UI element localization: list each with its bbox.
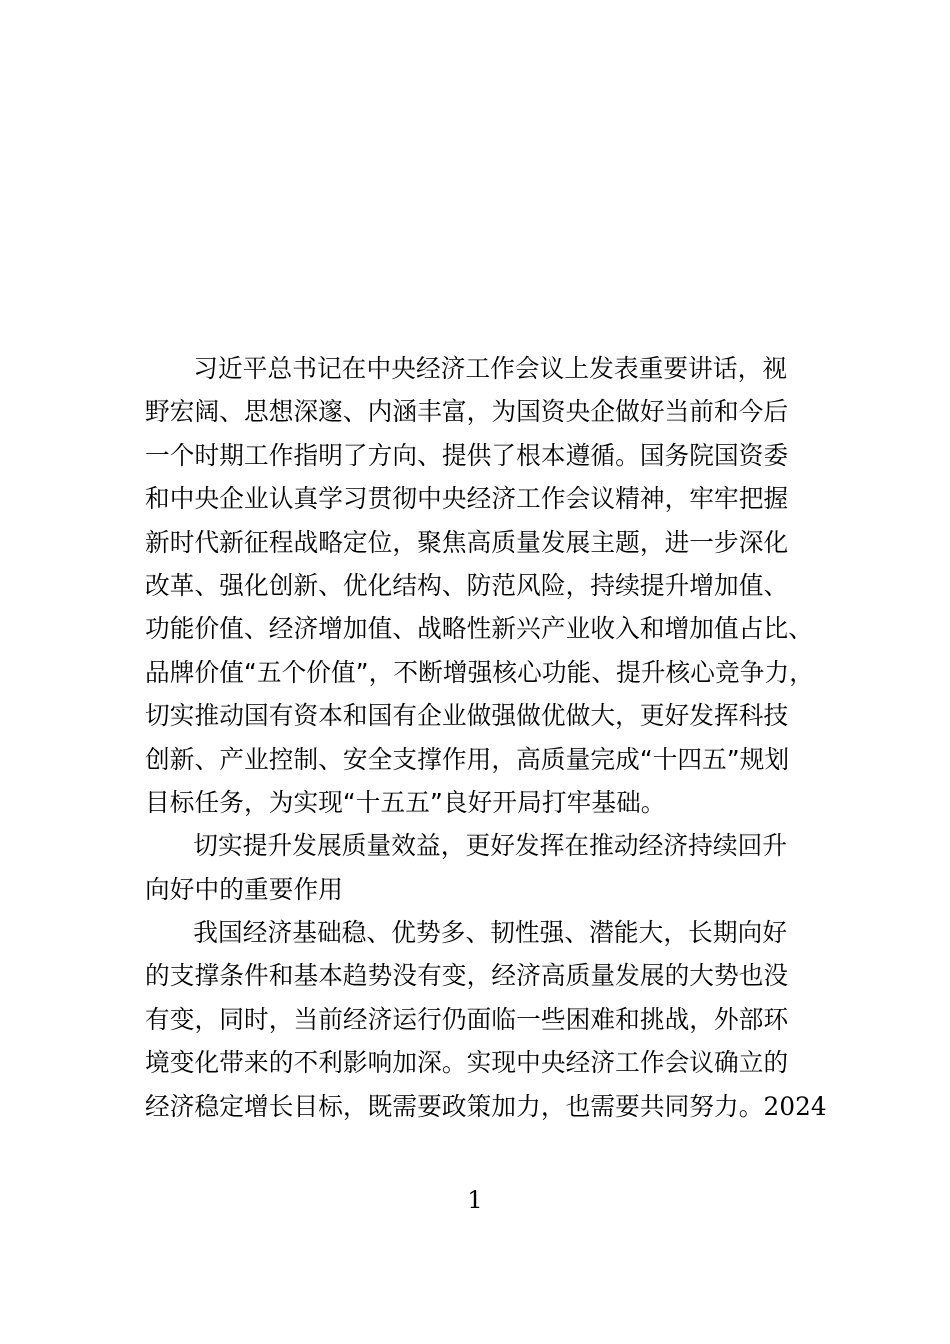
text-line [145, 651, 835, 694]
text-line [145, 564, 835, 607]
text-line-content: 切实提升发展质量效益，更好发挥在推动经济持续回升 [193, 831, 788, 861]
text-line-content: 新时代新征程战略定位，聚焦高质量发展主题，进一步深化 [145, 527, 789, 557]
page-number: 1 [467, 1186, 483, 1214]
text-line [145, 347, 835, 390]
text-line-content: 的支撑条件和基本趋势没有变，经济高质量发展的大势也没 [145, 961, 789, 991]
text-line-content: 品牌价值“五个价值”，不断增强核心功能、提升核心竞争力， [145, 657, 815, 687]
text-line [145, 390, 835, 433]
text-line [145, 521, 835, 564]
text-line-content: 境变化带来的不利影响加深。实现中央经济工作会议确立的 [145, 1048, 789, 1078]
text-line [145, 781, 835, 824]
text-line [145, 477, 835, 520]
text-line-content: 一个时期工作指明了方向、提供了根本遵循。国务院国资委 [145, 440, 789, 470]
text-line-content: 目标任务，为实现“十五五”良好开局打牢基础。 [145, 787, 666, 817]
text-line [145, 1085, 835, 1128]
text-line-content: 有变，同时，当前经济运行仍面临一些困难和挑战，外部环 [145, 1004, 789, 1034]
text-line-content: 向好中的重要作用 [145, 874, 343, 904]
text-line [145, 1041, 835, 1084]
text-line-content: 习近平总书记在中央经济工作会议上发表重要讲话，视 [193, 354, 788, 383]
text-line [145, 911, 835, 954]
text-line [145, 607, 835, 650]
text-line-content: 切实推动国有资本和国有企业做强做优做大，更好发挥科技 [145, 701, 789, 731]
text-line [145, 868, 835, 911]
body-text [145, 347, 845, 1128]
text-line-content: 创新、产业控制、安全支撑作用，高质量完成“十四五”规划 [145, 744, 790, 774]
text-line-content: 改革、强化创新、优化结构、防范风险，持续提升增加值、 [145, 570, 789, 600]
text-line-content: 我国经济基础稳、优势多、韧性强、潜能大，长期向好 [193, 918, 788, 948]
text-line [145, 738, 835, 781]
text-line-content: 功能价值、经济增加值、战略性新兴产业收入和增加值占比、 [145, 614, 814, 644]
text-line [145, 954, 835, 997]
text-line [145, 434, 835, 477]
text-line-content: 经济稳定增长目标，既需要政策加力，也需要共同努力。 [145, 1091, 764, 1121]
text-line-content: 和中央企业认真学习贯彻中央经济工作会议精神，牢牢把握 [145, 484, 789, 514]
text-line [145, 824, 835, 867]
text-line [145, 998, 835, 1041]
text-line-tail: 2024 [763, 1091, 827, 1121]
text-line-content: 野宏阔、思想深邃、内涵丰富，为国资央企做好当前和今后 [145, 397, 789, 427]
text-line [145, 694, 835, 737]
